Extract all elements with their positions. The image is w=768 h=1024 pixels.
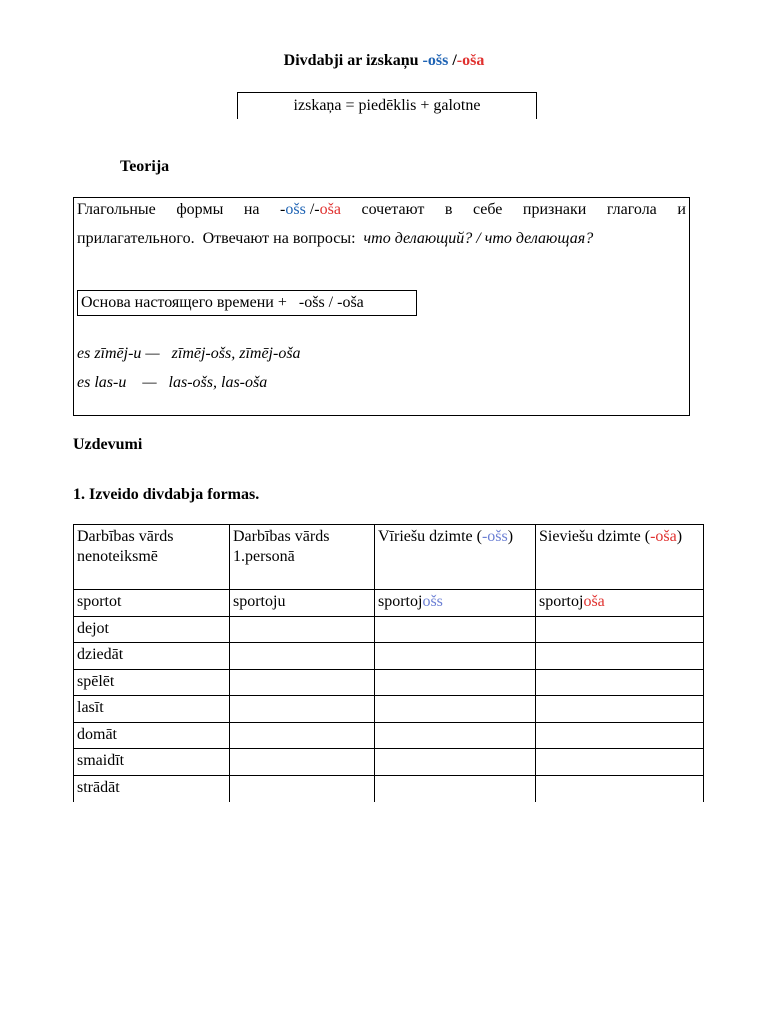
table-row: dejot [74, 616, 704, 643]
exercise-table [73, 524, 704, 802]
example-infinitive: sportot [74, 590, 230, 617]
header-feminine: Sieviešu dzimte (-oša) [536, 525, 704, 590]
theory-suffixes: -ošs /-oša [280, 201, 341, 218]
example-2: es las-u — las-ošs, las-oša [77, 374, 268, 391]
tasks-heading: Uzdevumi [73, 436, 143, 453]
formula-box: izskaņa = piedēklis + galotne [237, 92, 537, 119]
example-feminine: sportojoša [536, 590, 704, 617]
table-row: domāt [74, 722, 704, 749]
table-row: strādāt [74, 775, 704, 802]
title-suffix-osa: -oša [456, 52, 485, 69]
theory-line-2: прилагательного. Отвечают на вопросы: что делающий? / что делающая? [77, 230, 594, 247]
table-row: lasīt [74, 696, 704, 723]
task-1-heading: 1. Izveido divdabja formas. [73, 486, 260, 503]
example-masculine: sportojošs [375, 590, 536, 617]
table-row: smaidīt [74, 749, 704, 776]
title-suffix-oss: -ošs [422, 52, 449, 69]
example-first-person: sportoju [230, 590, 375, 617]
example-1: es zīmēj-u — zīmēj-ošs, zīmēj-oša [77, 345, 301, 362]
rule-box: Основа настоящего времени + -ošs / -oša [77, 290, 417, 316]
title-text: Divdabji ar izskaņu [283, 52, 423, 69]
header-infinitive: Darbības vārds nenoteiksmē [74, 525, 230, 590]
theory-heading: Teorija [120, 158, 170, 175]
header-masculine: Vīriešu dzimte (-ošs) [375, 525, 536, 590]
table-row: dziedāt [74, 643, 704, 670]
page-title [0, 52, 768, 70]
title-separator: / [448, 52, 457, 69]
theory-questions: что делающий? / что делающая? [363, 230, 594, 247]
table-row-example [74, 590, 704, 617]
table-header-row [74, 525, 704, 590]
table-row: spēlēt [74, 669, 704, 696]
header-first-person: Darbības vārds 1.personā [230, 525, 375, 590]
theory-line-1: Глагольные формы на -ošs /-oša сочетают в себе признаки глагола и [77, 201, 686, 218]
